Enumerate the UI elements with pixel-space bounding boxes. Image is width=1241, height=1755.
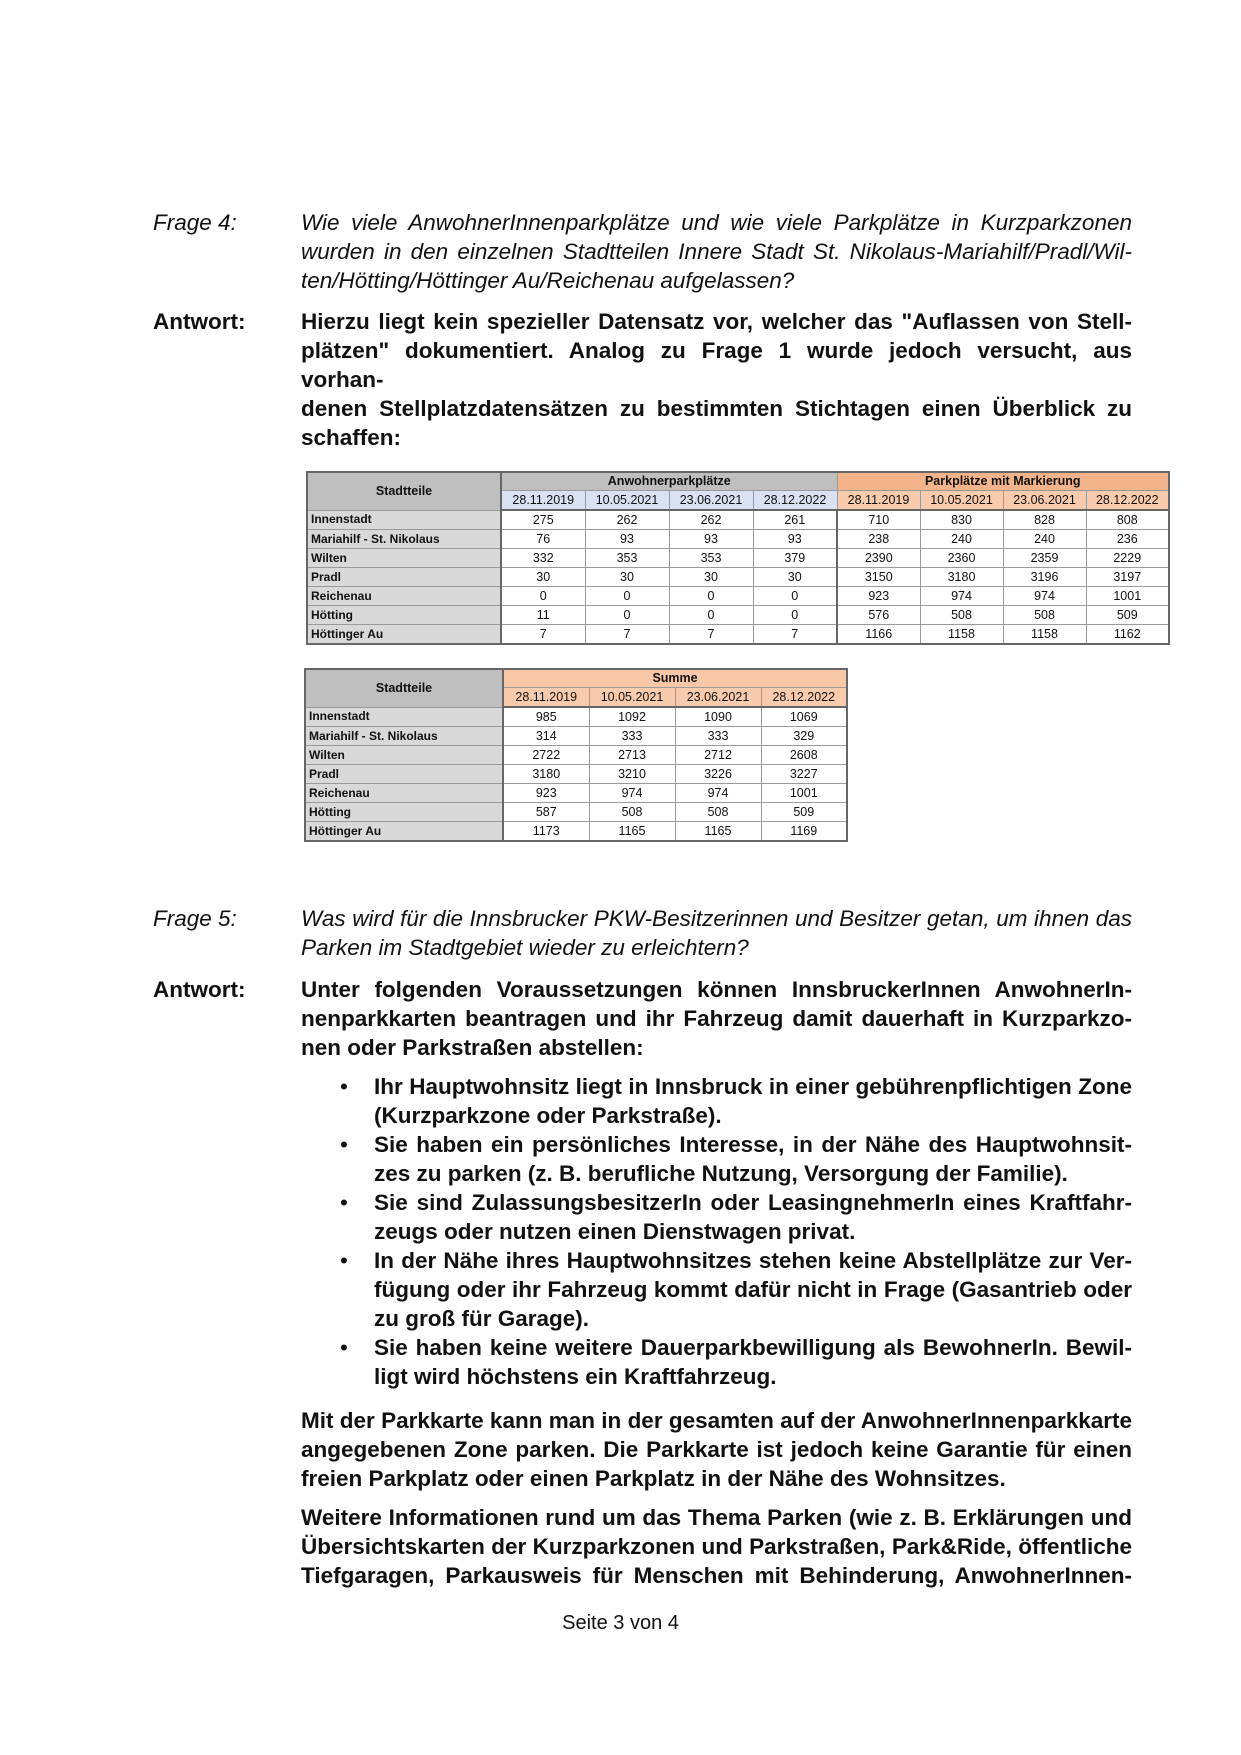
cell: 3210 xyxy=(589,765,675,784)
text-line: ligt wird höchstens ein Kraftfahrzeug. xyxy=(374,1364,777,1389)
cell: 710 xyxy=(837,510,920,530)
date-header: 10.05.2021 xyxy=(589,688,675,708)
date-header: 28.11.2019 xyxy=(503,688,589,708)
text-line: plätzen" dokumentiert. Analog zu Frage 1 wurde jedoch versucht, aus vorhan- xyxy=(301,338,1132,392)
cell: 236 xyxy=(1086,530,1169,549)
cell: 1166 xyxy=(837,625,920,645)
cell: 7 xyxy=(669,625,753,645)
cell: 0 xyxy=(753,587,837,606)
table-row xyxy=(305,784,847,803)
cell: 509 xyxy=(1086,606,1169,625)
table-row xyxy=(305,746,847,765)
district-name: Mariahilf - St. Nikolaus xyxy=(305,727,503,746)
list-item xyxy=(341,1246,1132,1333)
text-line: nenparkkarten beantragen und ihr Fahrzeug damit dauerhaft in Kurzparkzo- xyxy=(301,1006,1132,1031)
bullet-icon: • xyxy=(340,1190,348,1215)
cell: 0 xyxy=(585,606,669,625)
cell: 1158 xyxy=(1003,625,1086,645)
cell: 576 xyxy=(837,606,920,625)
question-5-text xyxy=(301,904,1132,962)
cell: 1162 xyxy=(1086,625,1169,645)
bullet-icon: • xyxy=(340,1074,348,1099)
date-header: 10.05.2021 xyxy=(585,491,669,511)
cell: 30 xyxy=(669,568,753,587)
text-line: (Kurzparkzone oder Parkstraße). xyxy=(374,1103,722,1128)
cell: 1090 xyxy=(675,707,761,727)
group-header-markierung: Parkplätze mit Markierung xyxy=(837,472,1169,491)
cell: 262 xyxy=(585,510,669,530)
cell: 3180 xyxy=(920,568,1003,587)
cell: 93 xyxy=(585,530,669,549)
date-header: 28.12.2022 xyxy=(761,688,847,708)
table-row xyxy=(307,530,1169,549)
text-line: Mit der Parkkarte kann man in der gesamten auf der AnwohnerInnenparkkarte xyxy=(301,1408,1132,1433)
table-corner-header: Stadtteile xyxy=(305,669,503,707)
text-line: Sie sind ZulassungsbesitzerIn oder LeasingnehmerIn eines Kraftfahr- xyxy=(374,1190,1132,1215)
district-name: Reichenau xyxy=(305,784,503,803)
cell: 2608 xyxy=(761,746,847,765)
cell: 3197 xyxy=(1086,568,1169,587)
question-4-label: Frage 4: xyxy=(153,210,237,235)
table-row xyxy=(305,727,847,746)
district-name: Hötting xyxy=(307,606,501,625)
text-line: schaffen: xyxy=(301,425,402,450)
cell: 238 xyxy=(837,530,920,549)
cell: 3150 xyxy=(837,568,920,587)
cell: 240 xyxy=(1003,530,1086,549)
text-line: Hierzu liegt kein spezieller Datensatz vor, welcher das "Auflassen von Stell- xyxy=(301,309,1132,334)
cell: 3226 xyxy=(675,765,761,784)
cell: 508 xyxy=(920,606,1003,625)
text-line: Sie haben ein persönliches Interesse, in der Nähe des Hauptwohnsit- xyxy=(374,1132,1132,1157)
table-row xyxy=(307,587,1169,606)
table-row xyxy=(307,510,1169,530)
cell: 1169 xyxy=(761,822,847,842)
cell: 2360 xyxy=(920,549,1003,568)
requirements-list xyxy=(341,1072,1132,1391)
text-line: Unter folgenden Voraussetzungen können InnsbruckerInnen AnwohnerIn- xyxy=(301,977,1132,1002)
cell: 7 xyxy=(501,625,585,645)
cell: 923 xyxy=(837,587,920,606)
answer-4-text xyxy=(301,307,1132,452)
table-row xyxy=(307,606,1169,625)
cell: 508 xyxy=(1003,606,1086,625)
cell: 1069 xyxy=(761,707,847,727)
text-line: Ihr Hauptwohnsitz liegt in Innsbruck in einer gebührenpflichtigen Zone xyxy=(374,1074,1132,1099)
cell: 2359 xyxy=(1003,549,1086,568)
question-5-label: Frage 5: xyxy=(153,906,237,931)
cell: 1158 xyxy=(920,625,1003,645)
cell: 353 xyxy=(585,549,669,568)
date-header: 23.06.2021 xyxy=(675,688,761,708)
district-name: Pradl xyxy=(307,568,501,587)
cell: 985 xyxy=(503,707,589,727)
table-row xyxy=(305,765,847,784)
cell: 7 xyxy=(753,625,837,645)
text-line: Weitere Informationen rund um das Thema Parken (wie z. B. Erklärungen und xyxy=(301,1505,1132,1530)
cell: 379 xyxy=(753,549,837,568)
district-name: Wilten xyxy=(307,549,501,568)
date-header: 23.06.2021 xyxy=(1003,491,1086,511)
cell: 587 xyxy=(503,803,589,822)
cell: 974 xyxy=(1003,587,1086,606)
parking-table xyxy=(306,471,1170,645)
text-line: zeugs oder nutzen einen Dienstwagen privat. xyxy=(374,1219,856,1244)
cell: 808 xyxy=(1086,510,1169,530)
cell: 275 xyxy=(501,510,585,530)
text-line: zu groß für Garage). xyxy=(374,1306,590,1331)
page-footer: Seite 3 von 4 xyxy=(562,1612,679,1634)
cell: 2722 xyxy=(503,746,589,765)
cell: 2713 xyxy=(589,746,675,765)
cell: 0 xyxy=(669,587,753,606)
cell: 828 xyxy=(1003,510,1086,530)
district-name: Innenstadt xyxy=(305,707,503,727)
cell: 974 xyxy=(920,587,1003,606)
table-row xyxy=(305,803,847,822)
text-line: zes zu parken (z. B. berufliche Nutzung, Versorgung der Familie). xyxy=(374,1161,1068,1186)
cell: 508 xyxy=(589,803,675,822)
cell: 30 xyxy=(501,568,585,587)
info-paragraph xyxy=(301,1503,1132,1590)
cell: 30 xyxy=(753,568,837,587)
cell: 1165 xyxy=(675,822,761,842)
district-name: Innenstadt xyxy=(307,510,501,530)
cell: 0 xyxy=(501,587,585,606)
sum-table xyxy=(304,668,848,842)
district-name: Reichenau xyxy=(307,587,501,606)
table-row xyxy=(307,625,1169,645)
bullet-icon: • xyxy=(340,1132,348,1157)
table-row xyxy=(307,568,1169,587)
cell: 261 xyxy=(753,510,837,530)
cell: 333 xyxy=(589,727,675,746)
cell: 2712 xyxy=(675,746,761,765)
cell: 923 xyxy=(503,784,589,803)
question-4-text xyxy=(301,208,1132,295)
cell: 30 xyxy=(585,568,669,587)
cell: 2229 xyxy=(1086,549,1169,568)
cell: 240 xyxy=(920,530,1003,549)
group-header-anwohner: Anwohnerparkplätze xyxy=(501,472,837,491)
cell: 333 xyxy=(675,727,761,746)
cell: 3196 xyxy=(1003,568,1086,587)
cell: 329 xyxy=(761,727,847,746)
text-line: In der Nähe ihres Hauptwohnsitzes stehen keine Abstellplätze zur Ver- xyxy=(374,1248,1132,1273)
cell: 0 xyxy=(585,587,669,606)
table-row xyxy=(307,549,1169,568)
list-item xyxy=(341,1130,1132,1188)
list-item xyxy=(341,1188,1132,1246)
text-line: ten/Hötting/Höttinger Au/Reichenau aufgelassen? xyxy=(301,268,795,293)
parkkarte-paragraph xyxy=(301,1406,1132,1493)
table-row xyxy=(305,707,847,727)
cell: 3180 xyxy=(503,765,589,784)
answer-5-label: Antwort: xyxy=(153,977,246,1002)
district-name: Hötting xyxy=(305,803,503,822)
district-name: Höttinger Au xyxy=(307,625,501,645)
district-name: Mariahilf - St. Nikolaus xyxy=(307,530,501,549)
cell: 7 xyxy=(585,625,669,645)
text-line: freien Parkplatz oder einen Parkplatz in der Nähe des Wohnsitzes. xyxy=(301,1466,1006,1491)
cell: 332 xyxy=(501,549,585,568)
cell: 509 xyxy=(761,803,847,822)
cell: 974 xyxy=(675,784,761,803)
date-header: 28.11.2019 xyxy=(837,491,920,511)
bullet-icon: • xyxy=(340,1335,348,1360)
district-name: Wilten xyxy=(305,746,503,765)
cell: 974 xyxy=(589,784,675,803)
text-line: angegebenen Zone parken. Die Parkkarte ist jedoch keine Garantie für einen xyxy=(301,1437,1132,1462)
date-header: 28.12.2022 xyxy=(1086,491,1169,511)
cell: 508 xyxy=(675,803,761,822)
text-line: denen Stellplatzdatensätzen zu bestimmten Stichtagen einen Überblick zu xyxy=(301,396,1132,421)
text-line: Parken im Stadtgebiet wieder zu erleichtern? xyxy=(301,935,749,960)
cell: 1165 xyxy=(589,822,675,842)
text-line: Wie viele AnwohnerInnenparkplätze und wie viele Parkplätze in Kurzparkzonen xyxy=(301,210,1132,235)
cell: 1001 xyxy=(1086,587,1169,606)
text-line: fügung oder ihr Fahrzeug kommt dafür nicht in Frage (Gasantrieb oder xyxy=(374,1277,1132,1302)
text-line: nen oder Parkstraßen abstellen: xyxy=(301,1035,644,1060)
date-header: 23.06.2021 xyxy=(669,491,753,511)
cell: 1173 xyxy=(503,822,589,842)
cell: 93 xyxy=(753,530,837,549)
text-line: wurden in den einzelnen Stadtteilen Innere Stadt St. Nikolaus-Mariahilf/Pradl/Wil- xyxy=(301,239,1132,264)
table-corner-header: Stadtteile xyxy=(307,472,501,510)
text-line: Tiefgaragen, Parkausweis für Menschen mit Behinderung, AnwohnerInnen- xyxy=(301,1563,1132,1588)
cell: 830 xyxy=(920,510,1003,530)
group-header-summe: Summe xyxy=(503,669,847,688)
answer-5-intro xyxy=(301,975,1132,1062)
list-item xyxy=(341,1072,1132,1130)
answer-4-label: Antwort: xyxy=(153,309,246,334)
date-header: 28.12.2022 xyxy=(753,491,837,511)
bullet-icon: • xyxy=(340,1248,348,1273)
cell: 76 xyxy=(501,530,585,549)
cell: 93 xyxy=(669,530,753,549)
cell: 262 xyxy=(669,510,753,530)
cell: 2390 xyxy=(837,549,920,568)
cell: 0 xyxy=(753,606,837,625)
cell: 3227 xyxy=(761,765,847,784)
list-item xyxy=(341,1333,1132,1391)
cell: 314 xyxy=(503,727,589,746)
date-header: 28.11.2019 xyxy=(501,491,585,511)
table-row xyxy=(305,822,847,842)
district-name: Höttinger Au xyxy=(305,822,503,842)
cell: 353 xyxy=(669,549,753,568)
cell: 11 xyxy=(501,606,585,625)
district-name: Pradl xyxy=(305,765,503,784)
cell: 1092 xyxy=(589,707,675,727)
cell: 0 xyxy=(669,606,753,625)
text-line: Was wird für die Innsbrucker PKW-Besitzerinnen und Besitzer getan, um ihnen das xyxy=(301,906,1132,931)
cell: 1001 xyxy=(761,784,847,803)
text-line: Übersichtskarten der Kurzparkzonen und Parkstraßen, Park&Ride, öffentliche xyxy=(301,1534,1132,1559)
date-header: 10.05.2021 xyxy=(920,491,1003,511)
text-line: Sie haben keine weitere Dauerparkbewilligung als BewohnerIn. Bewil- xyxy=(374,1335,1132,1360)
